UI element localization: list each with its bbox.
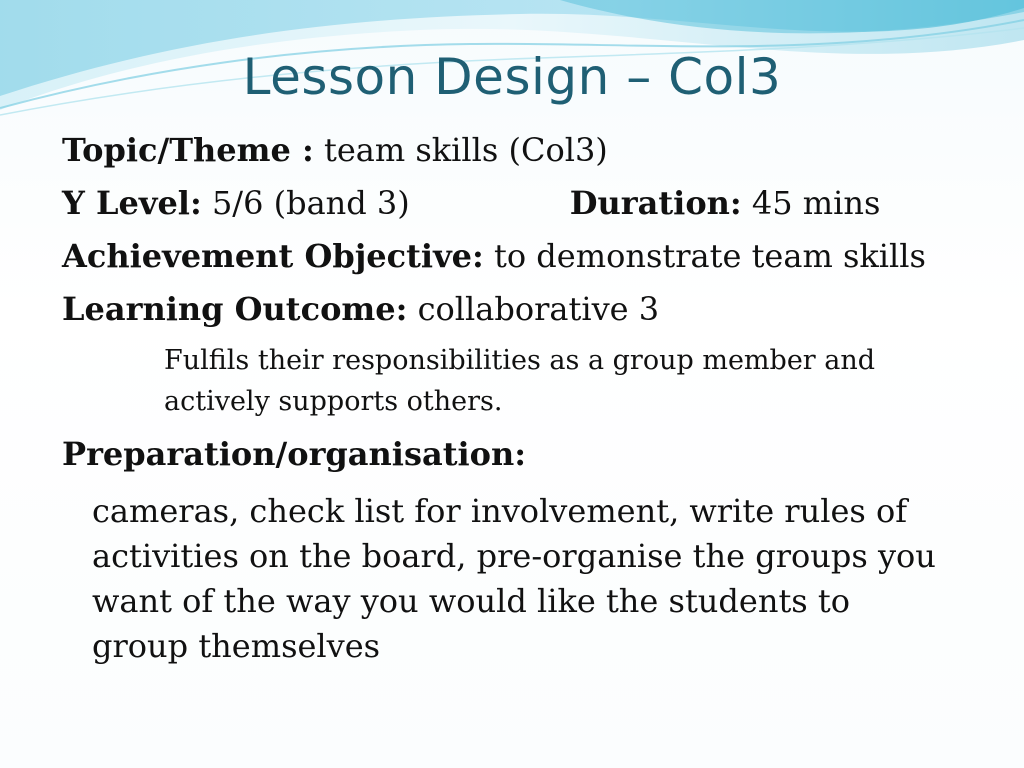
duration-label: Duration: [569, 184, 742, 222]
ylevel-label: Y Level: [62, 184, 202, 222]
outcome-value: collaborative 3 [407, 290, 660, 328]
objective-value: to demonstrate team skills [483, 237, 926, 275]
duration-value: 45 mins [741, 184, 881, 222]
outcome-label: Learning Outcome: [62, 290, 408, 328]
topic-row [62, 124, 962, 177]
objective-label: Achievement Objective: [62, 237, 484, 275]
slide-body [62, 124, 962, 669]
outcome-row [62, 283, 962, 336]
outcome-detail: Fulfils their responsibilities as a group member and actively supports others. [164, 345, 876, 417]
topic-value: team skills (Col3) [313, 131, 608, 169]
topic-label: Topic/Theme : [62, 131, 314, 169]
preparation-label: Preparation/organisation: [62, 435, 527, 473]
preparation-row [62, 428, 962, 481]
slide-title: Lesson Design – Col3 [242, 48, 782, 106]
preparation-value: cameras, check list for involvement, write rules of activities on the board, pre-organise the groups you want of the way you would like the students to group themselves [92, 492, 936, 665]
ylevel-value: 5/6 (band 3) [201, 184, 410, 222]
objective-row [62, 230, 962, 283]
ylevel-row [62, 177, 962, 230]
